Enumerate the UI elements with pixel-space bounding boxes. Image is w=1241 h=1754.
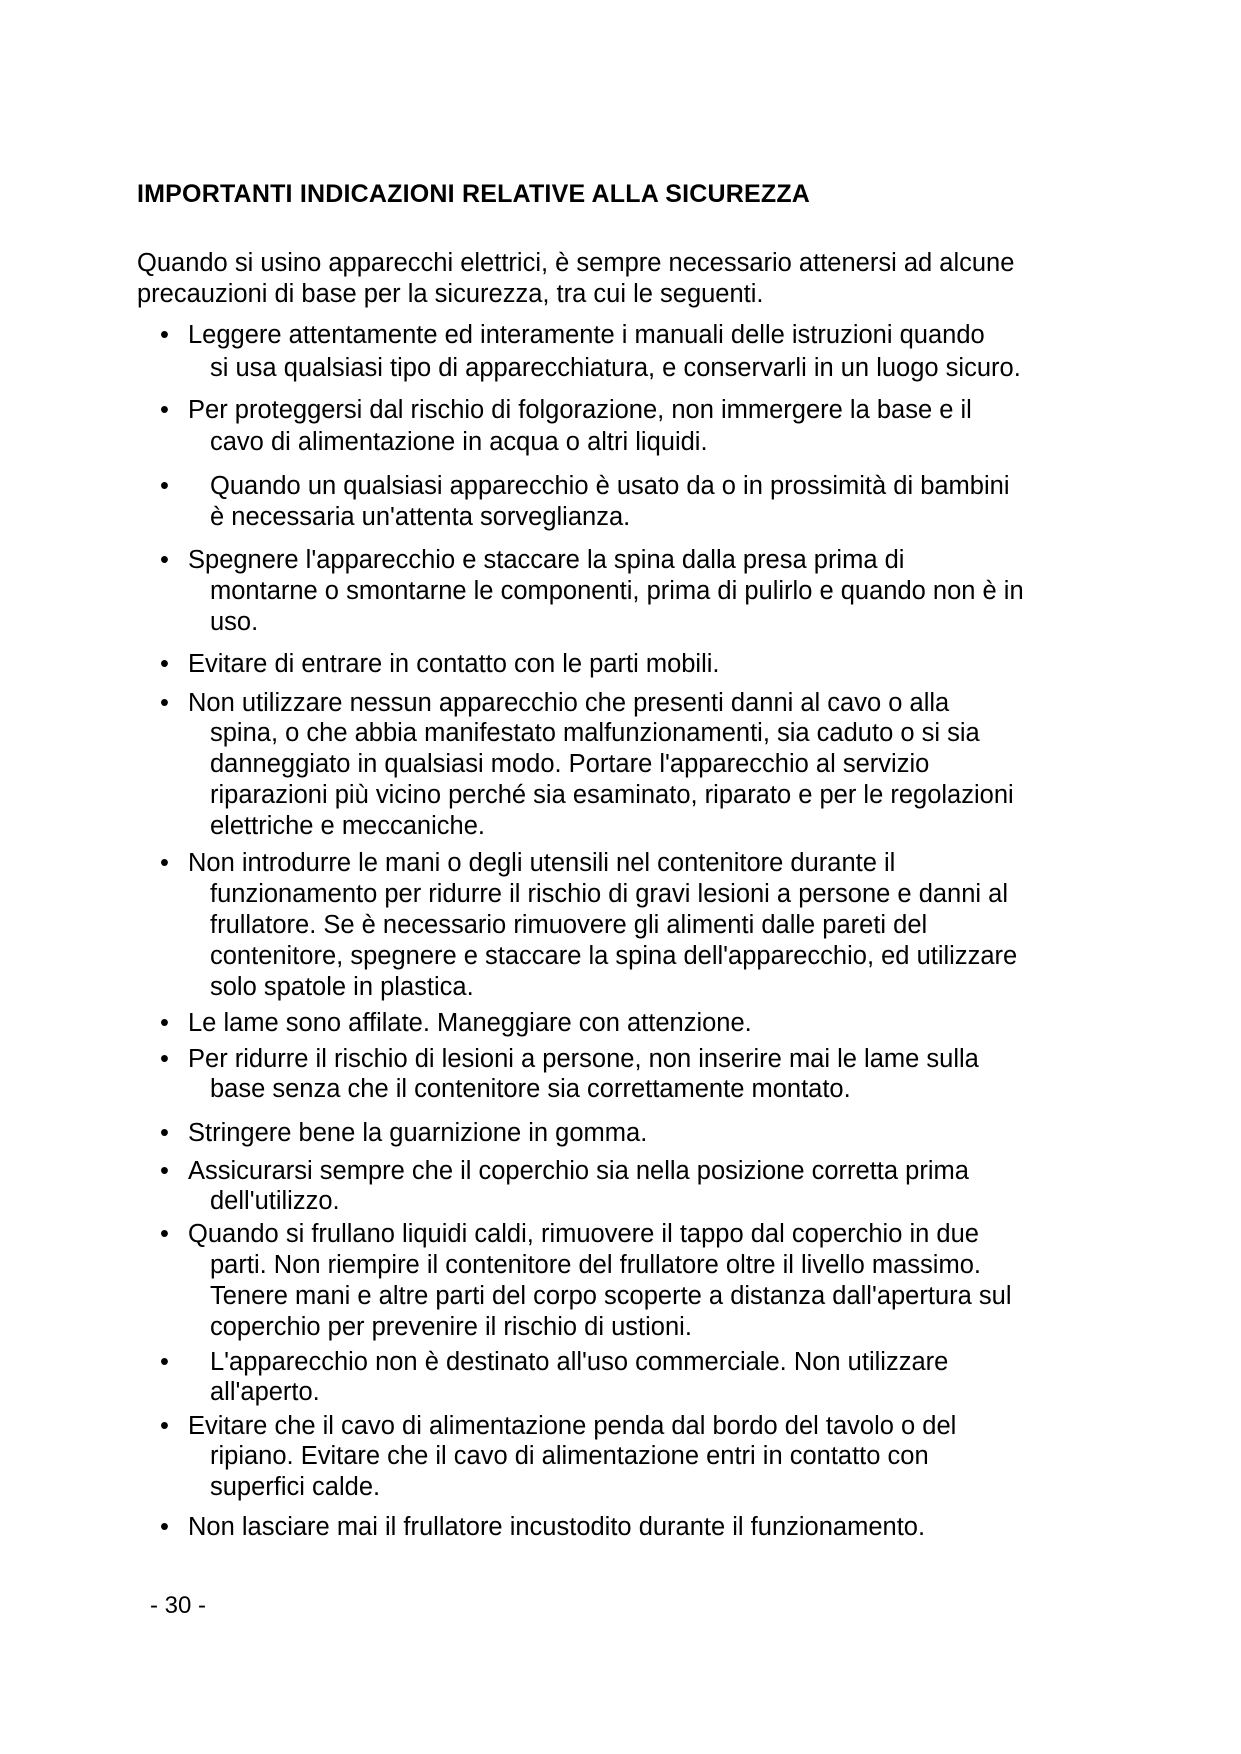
list-item-first-line: Per ridurre il rischio di lesioni a persone, non inserire mai le lame sulla — [188, 1045, 979, 1073]
list-item-continuation: spina, o che abbia manifestato malfunzionamenti, sia caduto o si sia danneggiato in qualsiasi modo. Portare l'apparecchio al servizio riparazioni più vicino perché sia esaminato, riparato e per le regolazioni elettriche e meccaniche. — [210, 719, 1014, 840]
bullet-icon: • — [160, 1119, 169, 1147]
list-item-first-line: Quando un qualsiasi apparecchio è usato da o in prossimità di bambini — [210, 472, 1010, 500]
list-item-continuation: parti. Non riempire il contenitore del frullatore oltre il livello massimo. Tenere mani e altre parti del corpo scoperte a distanza dall'apertura sul coperchio per prevenire il rischio di ustioni. — [210, 1251, 1012, 1341]
list-item-first-line: Le lame sono affilate. Maneggiare con attenzione. — [188, 1009, 752, 1037]
list-item-first-line: Evitare che il cavo di alimentazione penda dal bordo del tavolo o del — [188, 1412, 957, 1440]
bullet-icon: • — [160, 650, 169, 678]
bullet-icon: • — [160, 1009, 169, 1037]
list-item-continuation: all'aperto. — [210, 1378, 320, 1406]
list-item-first-line: Per proteggersi dal rischio di folgorazione, non immergere la base e il — [188, 396, 972, 424]
bullet-icon: • — [160, 546, 169, 574]
list-item-continuation: è necessaria un'attenta sorveglianza. — [210, 503, 631, 531]
list-item-continuation: montarne o smontarne le componenti, prima di pulirlo e quando non è in uso. — [210, 577, 1024, 636]
page-number: - 30 - — [150, 1592, 207, 1619]
bullet-icon: • — [160, 849, 169, 877]
bullet-icon: • — [160, 1412, 169, 1440]
list-item-continuation: ripiano. Evitare che il cavo di alimentazione entri in contatto con superfici calde. — [210, 1442, 929, 1501]
bullet-icon: • — [160, 1157, 169, 1185]
list-item-continuation: si usa qualsiasi tipo di apparecchiatura, e conservarli in un luogo sicuro. — [210, 354, 1021, 382]
list-item-continuation: cavo di alimentazione in acqua o altri liquidi. — [210, 428, 708, 456]
bullet-icon: • — [160, 1513, 169, 1541]
list-item-first-line: L'apparecchio non è destinato all'uso commerciale. Non utilizzare — [210, 1348, 949, 1376]
bullet-icon: • — [160, 396, 169, 424]
list-item-first-line: Assicurarsi sempre che il coperchio sia nella posizione corretta prima — [188, 1157, 969, 1185]
list-item-continuation: base senza che il contenitore sia correttamente montato. — [210, 1075, 851, 1103]
list-item-first-line: Evitare di entrare in contatto con le parti mobili. — [188, 650, 720, 678]
list-item-first-line: Non introdurre le mani o degli utensili nel contenitore durante il — [188, 849, 896, 877]
bullet-icon: • — [160, 472, 169, 500]
bullet-icon: • — [160, 689, 169, 717]
bullet-icon: • — [160, 1220, 169, 1248]
bullet-icon: • — [160, 1045, 169, 1073]
page-title: IMPORTANTI INDICAZIONI RELATIVE ALLA SICUREZZA — [137, 180, 811, 208]
list-item-first-line: Non lasciare mai il frullatore incustodito durante il funzionamento. — [188, 1513, 926, 1541]
list-item-continuation: funzionamento per ridurre il rischio di gravi lesioni a persone e danni al frullatore. Se è necessario rimuovere gli alimenti dalle pareti del contenitore, spegnere e staccare la spina dell'apparecchio, ed utilizzare solo spatole in plastica. — [210, 880, 1018, 1001]
intro-paragraph: Quando si usino apparecchi elettrici, è sempre necessario attenersi ad alcune precauzioni di base per la sicurezza, tra cui le seguenti. — [137, 249, 1015, 308]
bullet-icon: • — [160, 321, 169, 349]
list-item-first-line: Leggere attentamente ed interamente i manuali delle istruzioni quando — [188, 321, 985, 349]
list-item-first-line: Spegnere l'apparecchio e staccare la spina dalla presa prima di — [188, 546, 905, 574]
bullet-icon: • — [160, 1348, 169, 1376]
list-item-first-line: Non utilizzare nessun apparecchio che presenti danni al cavo o alla — [188, 689, 950, 717]
list-item-continuation: dell'utilizzo. — [210, 1187, 340, 1215]
list-item-first-line: Quando si frullano liquidi caldi, rimuovere il tappo dal coperchio in due — [188, 1220, 979, 1248]
list-item-first-line: Stringere bene la guarnizione in gomma. — [188, 1119, 648, 1147]
